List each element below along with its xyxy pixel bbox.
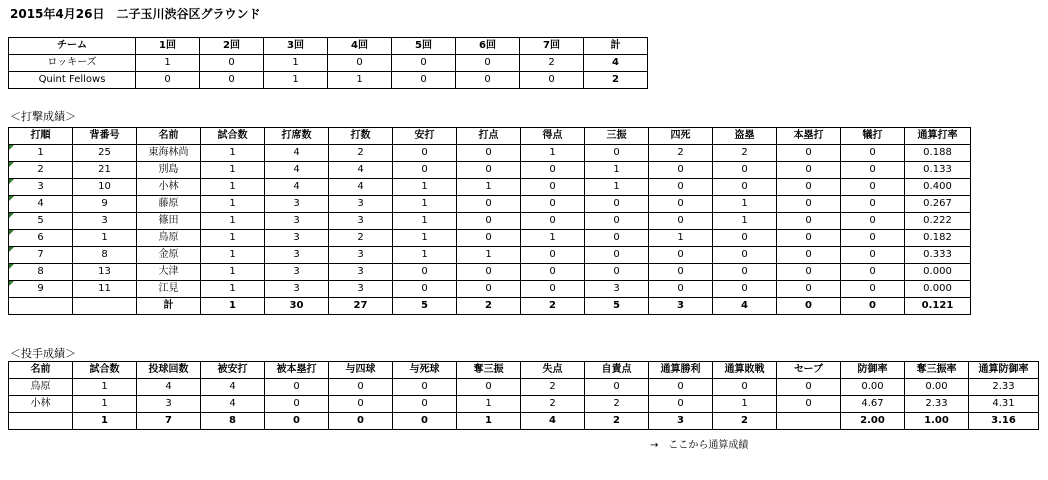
header-row xyxy=(9,128,971,145)
table-cell: 0 xyxy=(649,264,713,281)
table-cell: 9 xyxy=(9,281,73,298)
header-row xyxy=(9,38,648,55)
table-cell: 3 xyxy=(265,264,329,281)
table-cell: 0 xyxy=(649,396,713,413)
table-cell: 25 xyxy=(73,145,137,162)
table-cell: 1 xyxy=(585,179,649,196)
table-cell: 1 xyxy=(393,247,457,264)
table-cell: 0 xyxy=(457,281,521,298)
table-cell: 2 xyxy=(521,379,585,396)
table-cell: 大津 xyxy=(137,264,201,281)
table-cell: 2 xyxy=(521,396,585,413)
table-cell: 0 xyxy=(457,264,521,281)
table-cell: 0 xyxy=(393,379,457,396)
table-cell: 0 xyxy=(521,162,585,179)
table-cell: 0 xyxy=(456,72,520,89)
table-cell: 0 xyxy=(457,379,521,396)
header-cell: 被安打 xyxy=(201,362,265,379)
table-cell: 0 xyxy=(841,264,905,281)
table-cell: 1 xyxy=(521,230,585,247)
table-cell: 1 xyxy=(649,230,713,247)
table-cell: 0 xyxy=(585,247,649,264)
total-cell: 0 xyxy=(265,413,329,430)
total-cell xyxy=(9,298,73,315)
total-cell: 2 xyxy=(521,298,585,315)
table-cell: 0 xyxy=(777,145,841,162)
table-cell: 江見 xyxy=(137,281,201,298)
header-cell: 背番号 xyxy=(73,128,137,145)
total-cell: 1 xyxy=(201,298,265,315)
table-cell: 1 xyxy=(328,72,392,89)
table-cell: 0 xyxy=(585,213,649,230)
total-cell: 5 xyxy=(393,298,457,315)
table-row xyxy=(9,213,971,230)
table-cell: 6 xyxy=(9,230,73,247)
header-cell: 5回 xyxy=(392,38,456,55)
table-cell: 0 xyxy=(777,196,841,213)
table-cell: 4 xyxy=(201,396,265,413)
table-cell: 4 xyxy=(329,179,393,196)
table-cell: 0 xyxy=(841,145,905,162)
table-row xyxy=(9,247,971,264)
table-row xyxy=(9,396,1039,413)
table-cell: 0 xyxy=(649,247,713,264)
table-cell: 1 xyxy=(201,196,265,213)
table-cell: 0 xyxy=(649,196,713,213)
table-row xyxy=(9,281,971,298)
total-cell: 1 xyxy=(73,413,137,430)
total-cell: 計 xyxy=(137,298,201,315)
total-cell: 3 xyxy=(649,298,713,315)
table-cell: 1 xyxy=(9,145,73,162)
table-row xyxy=(9,196,971,213)
table-cell: 1 xyxy=(201,145,265,162)
header-cell: 防御率 xyxy=(841,362,905,379)
total-cell: 1.00 xyxy=(905,413,969,430)
cumulative-note: → ここから通算成績 xyxy=(650,440,749,451)
table-cell: Quint Fellows xyxy=(9,72,136,89)
table-cell: 9 xyxy=(73,196,137,213)
pitching-section-title: ＜投手成績＞ xyxy=(10,347,76,360)
table-cell: 1 xyxy=(713,196,777,213)
batting-table xyxy=(8,127,971,315)
header-cell: 試合数 xyxy=(201,128,265,145)
table-cell: 2 xyxy=(329,230,393,247)
table-cell: 3 xyxy=(137,396,201,413)
header-cell: 通算敗戦 xyxy=(713,362,777,379)
table-cell: 0 xyxy=(777,396,841,413)
total-cell: 8 xyxy=(201,413,265,430)
table-cell: 0.333 xyxy=(905,247,971,264)
table-cell: 0 xyxy=(457,145,521,162)
table-cell: 0.267 xyxy=(905,196,971,213)
table-cell: 0 xyxy=(649,379,713,396)
table-cell: 0 xyxy=(585,379,649,396)
header-cell: 投球回数 xyxy=(137,362,201,379)
header-cell: 通算防御率 xyxy=(969,362,1039,379)
table-cell: 0 xyxy=(521,196,585,213)
table-cell: 3 xyxy=(329,247,393,264)
table-cell: 0 xyxy=(265,379,329,396)
table-row xyxy=(9,162,971,179)
table-cell: 4 xyxy=(201,379,265,396)
table-cell: 0 xyxy=(713,179,777,196)
total-cell: 0 xyxy=(777,298,841,315)
table-cell: 0 xyxy=(777,247,841,264)
table-cell: 0 xyxy=(393,145,457,162)
header-cell: 計 xyxy=(584,38,648,55)
table-cell: 21 xyxy=(73,162,137,179)
table-cell: 藤原 xyxy=(137,196,201,213)
table-cell: 2 xyxy=(584,72,648,89)
table-cell: 1 xyxy=(393,179,457,196)
total-cell: 2 xyxy=(713,413,777,430)
table-cell: 1 xyxy=(201,247,265,264)
table-cell: 4.31 xyxy=(969,396,1039,413)
total-cell: 0 xyxy=(393,413,457,430)
table-cell: 0 xyxy=(392,72,456,89)
table-cell: 0 xyxy=(328,55,392,72)
table-cell: 7 xyxy=(9,247,73,264)
table-cell: 0 xyxy=(713,281,777,298)
table-cell: 0 xyxy=(329,379,393,396)
table-cell: 0 xyxy=(457,213,521,230)
table-cell: 0 xyxy=(136,72,200,89)
header-cell: 奪三振率 xyxy=(905,362,969,379)
total-cell: 0.121 xyxy=(905,298,971,315)
table-cell: 1 xyxy=(585,162,649,179)
table-cell: 5 xyxy=(9,213,73,230)
table-cell: 2 xyxy=(713,145,777,162)
table-cell: 4 xyxy=(584,55,648,72)
table-cell: 0 xyxy=(392,55,456,72)
table-cell: 3 xyxy=(329,264,393,281)
total-row xyxy=(9,413,1039,430)
header-cell: 打順 xyxy=(9,128,73,145)
header-cell: 犠打 xyxy=(841,128,905,145)
table-row xyxy=(9,264,971,281)
header-cell: 試合数 xyxy=(73,362,137,379)
table-cell: 0 xyxy=(777,162,841,179)
table-cell: 0 xyxy=(585,230,649,247)
table-cell: 0 xyxy=(777,379,841,396)
total-cell: 0 xyxy=(841,298,905,315)
page-title: 2015年4月26日 二子玉川渋谷区グラウンド xyxy=(10,7,261,21)
table-cell: 1 xyxy=(73,230,137,247)
header-cell: 名前 xyxy=(9,362,73,379)
table-cell: 1 xyxy=(201,162,265,179)
total-cell: 5 xyxy=(585,298,649,315)
table-cell: 0 xyxy=(713,162,777,179)
table-row xyxy=(9,379,1039,396)
table-cell: 1 xyxy=(521,145,585,162)
table-cell: 篠田 xyxy=(137,213,201,230)
table-cell: 2.33 xyxy=(969,379,1039,396)
table-cell: 3 xyxy=(265,213,329,230)
table-cell: 4 xyxy=(329,162,393,179)
table-cell: 0 xyxy=(841,162,905,179)
total-row xyxy=(9,298,971,315)
header-cell: 四死 xyxy=(649,128,713,145)
total-cell: 2.00 xyxy=(841,413,905,430)
table-cell: 0 xyxy=(457,196,521,213)
table-cell: 小林 xyxy=(9,396,73,413)
table-cell: 0 xyxy=(713,247,777,264)
table-cell: 11 xyxy=(73,281,137,298)
header-cell: 失点 xyxy=(521,362,585,379)
table-cell: 0 xyxy=(265,396,329,413)
table-cell: 0.182 xyxy=(905,230,971,247)
table-cell: 0 xyxy=(777,264,841,281)
table-cell: 0 xyxy=(649,179,713,196)
header-cell: 通算勝利 xyxy=(649,362,713,379)
table-cell: 0 xyxy=(777,230,841,247)
total-cell xyxy=(73,298,137,315)
total-cell: 7 xyxy=(137,413,201,430)
table-cell: 0 xyxy=(521,281,585,298)
table-cell: 0.00 xyxy=(905,379,969,396)
table-cell: 1 xyxy=(264,55,328,72)
table-cell: 0.222 xyxy=(905,213,971,230)
table-cell: 3 xyxy=(329,281,393,298)
total-cell xyxy=(9,413,73,430)
table-cell: 4 xyxy=(265,145,329,162)
table-cell: 2 xyxy=(329,145,393,162)
table-cell: 1 xyxy=(393,196,457,213)
table-cell: 0.188 xyxy=(905,145,971,162)
header-cell: 通算打率 xyxy=(905,128,971,145)
table-cell: 1 xyxy=(457,396,521,413)
table-cell: 0 xyxy=(713,230,777,247)
header-cell: 与死球 xyxy=(393,362,457,379)
table-cell: 1 xyxy=(393,230,457,247)
table-cell: 0 xyxy=(329,396,393,413)
table-cell: 東海林尚 xyxy=(137,145,201,162)
table-cell: 0 xyxy=(585,145,649,162)
total-cell: 3 xyxy=(649,413,713,430)
table-cell: 0 xyxy=(393,162,457,179)
table-cell: 1 xyxy=(457,247,521,264)
table-cell: 1 xyxy=(713,213,777,230)
table-cell: 小林 xyxy=(137,179,201,196)
table-cell: 鳥原 xyxy=(9,379,73,396)
table-cell: 3 xyxy=(329,196,393,213)
header-cell: 3回 xyxy=(264,38,328,55)
table-cell: 0 xyxy=(457,162,521,179)
table-cell: 0 xyxy=(457,230,521,247)
table-row xyxy=(9,55,648,72)
table-cell: 4 xyxy=(265,162,329,179)
table-cell: 1 xyxy=(264,72,328,89)
table-cell: 鳥原 xyxy=(137,230,201,247)
table-cell: 4.67 xyxy=(841,396,905,413)
table-cell: 3 xyxy=(329,213,393,230)
score-table xyxy=(8,37,648,89)
table-cell: 2.33 xyxy=(905,396,969,413)
header-cell: 名前 xyxy=(137,128,201,145)
table-cell: 0 xyxy=(521,213,585,230)
total-cell: 2 xyxy=(585,413,649,430)
table-cell: 4 xyxy=(9,196,73,213)
table-cell: 0 xyxy=(649,162,713,179)
table-cell: 別島 xyxy=(137,162,201,179)
pitching-table xyxy=(8,361,1039,430)
table-cell: 3 xyxy=(265,281,329,298)
header-cell: 2回 xyxy=(200,38,264,55)
total-cell: 4 xyxy=(713,298,777,315)
header-cell: 自責点 xyxy=(585,362,649,379)
table-cell: 3 xyxy=(265,230,329,247)
table-cell: 0 xyxy=(649,281,713,298)
table-cell: 0.000 xyxy=(905,281,971,298)
table-cell: 8 xyxy=(9,264,73,281)
table-cell: 1 xyxy=(73,379,137,396)
table-cell: 0 xyxy=(777,213,841,230)
table-cell: ロッキーズ xyxy=(9,55,136,72)
table-cell: 0 xyxy=(841,196,905,213)
batting-section-title: ＜打撃成績＞ xyxy=(10,110,76,123)
table-cell: 0 xyxy=(841,179,905,196)
total-cell: 4 xyxy=(521,413,585,430)
header-cell: 与四球 xyxy=(329,362,393,379)
table-cell: 1 xyxy=(201,179,265,196)
table-cell: 4 xyxy=(137,379,201,396)
header-row xyxy=(9,362,1039,379)
table-row xyxy=(9,145,971,162)
header-cell: 6回 xyxy=(456,38,520,55)
table-cell: 2 xyxy=(649,145,713,162)
table-cell: 1 xyxy=(457,179,521,196)
table-cell: 13 xyxy=(73,264,137,281)
header-cell: チーム xyxy=(9,38,136,55)
table-cell: 4 xyxy=(265,179,329,196)
header-cell: 打席数 xyxy=(265,128,329,145)
table-cell: 0.000 xyxy=(905,264,971,281)
table-cell: 0 xyxy=(393,281,457,298)
header-cell: 本塁打 xyxy=(777,128,841,145)
table-cell: 0 xyxy=(200,55,264,72)
table-cell: 0 xyxy=(777,281,841,298)
total-cell: 27 xyxy=(329,298,393,315)
table-cell: 2 xyxy=(520,55,584,72)
table-cell: 0 xyxy=(585,264,649,281)
table-cell: 金原 xyxy=(137,247,201,264)
total-cell xyxy=(777,413,841,430)
table-row xyxy=(9,72,648,89)
table-cell: 0.400 xyxy=(905,179,971,196)
header-cell: 奪三振 xyxy=(457,362,521,379)
table-cell: 0 xyxy=(841,281,905,298)
header-cell: 1回 xyxy=(136,38,200,55)
table-cell: 0 xyxy=(713,379,777,396)
header-cell: セーブ xyxy=(777,362,841,379)
table-cell: 1 xyxy=(73,396,137,413)
table-cell: 1 xyxy=(136,55,200,72)
header-cell: 得点 xyxy=(521,128,585,145)
table-cell: 3 xyxy=(73,213,137,230)
table-cell: 0 xyxy=(841,213,905,230)
table-cell: 0 xyxy=(393,264,457,281)
table-cell: 0 xyxy=(200,72,264,89)
table-cell: 0 xyxy=(393,396,457,413)
table-cell: 10 xyxy=(73,179,137,196)
total-cell: 0 xyxy=(329,413,393,430)
table-cell: 0 xyxy=(520,72,584,89)
table-cell: 0.133 xyxy=(905,162,971,179)
table-cell: 2 xyxy=(585,396,649,413)
table-cell: 3 xyxy=(9,179,73,196)
table-cell: 0 xyxy=(521,247,585,264)
table-cell: 3 xyxy=(265,247,329,264)
header-cell: 盗塁 xyxy=(713,128,777,145)
total-cell: 3.16 xyxy=(969,413,1039,430)
table-cell: 0 xyxy=(841,247,905,264)
table-cell: 1 xyxy=(393,213,457,230)
table-cell: 1 xyxy=(713,396,777,413)
table-cell: 0 xyxy=(456,55,520,72)
table-cell: 0 xyxy=(585,196,649,213)
header-cell: 被本塁打 xyxy=(265,362,329,379)
table-cell: 1 xyxy=(201,264,265,281)
header-cell: 4回 xyxy=(328,38,392,55)
table-cell: 3 xyxy=(585,281,649,298)
table-cell: 0 xyxy=(649,213,713,230)
table-row xyxy=(9,179,971,196)
table-cell: 0.00 xyxy=(841,379,905,396)
header-cell: 安打 xyxy=(393,128,457,145)
table-cell: 0 xyxy=(777,179,841,196)
table-cell: 0 xyxy=(713,264,777,281)
table-cell: 1 xyxy=(201,213,265,230)
table-cell: 3 xyxy=(265,196,329,213)
header-cell: 三振 xyxy=(585,128,649,145)
table-row xyxy=(9,230,971,247)
table-cell: 0 xyxy=(841,230,905,247)
header-cell: 打点 xyxy=(457,128,521,145)
total-cell: 2 xyxy=(457,298,521,315)
total-cell: 1 xyxy=(457,413,521,430)
table-cell: 0 xyxy=(521,264,585,281)
table-cell: 2 xyxy=(9,162,73,179)
total-cell: 30 xyxy=(265,298,329,315)
table-cell: 0 xyxy=(521,179,585,196)
header-cell: 7回 xyxy=(520,38,584,55)
table-cell: 1 xyxy=(201,281,265,298)
table-cell: 1 xyxy=(201,230,265,247)
header-cell: 打数 xyxy=(329,128,393,145)
table-cell: 8 xyxy=(73,247,137,264)
